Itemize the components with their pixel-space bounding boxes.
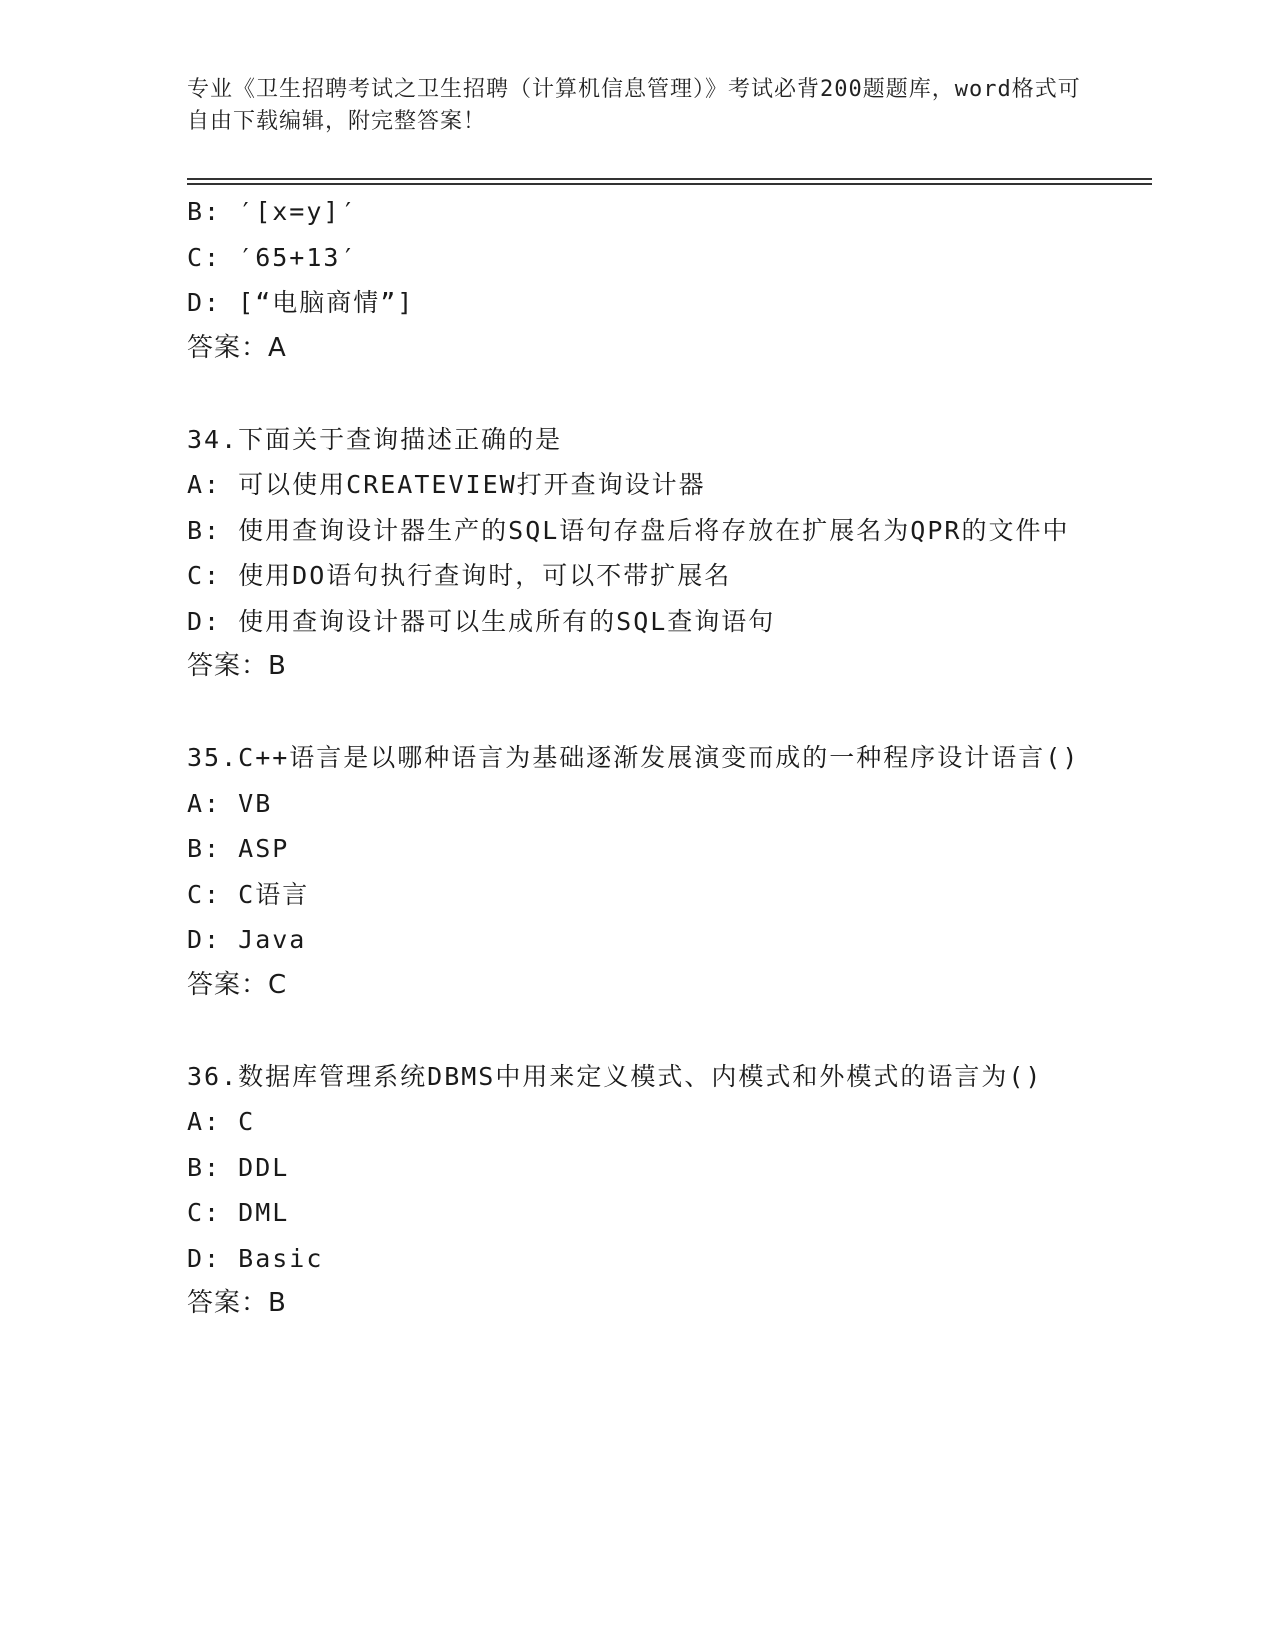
option-b: B: 使用查询设计器生产的SQL语句存盘后将存放在扩展名为QPR的文件中	[187, 515, 1070, 545]
spacer	[187, 690, 1087, 736]
question-35	[187, 735, 1087, 1008]
option-b: B: ′[x=y]′	[187, 197, 358, 226]
option-c: C: ′65+13′	[187, 242, 358, 272]
answer: 答案：C	[187, 969, 288, 1000]
answer: 答案：A	[187, 332, 287, 363]
option-b: B: DDL	[187, 1152, 290, 1182]
question-33-tail	[187, 189, 1087, 371]
option-a: A: VB	[187, 788, 273, 818]
option-d: D: [“电脑商情”]	[187, 288, 415, 317]
option-b: B: ASP	[187, 834, 290, 863]
option-a: A: C	[187, 1107, 256, 1136]
question-stem: 36.数据库管理系统DBMS中用来定义模式、内模式和外模式的语言为()	[187, 1061, 1043, 1091]
question-34	[187, 417, 1087, 690]
option-d: D: Java	[187, 925, 307, 954]
option-c: C: 使用DO语句执行查询时，可以不带扩展名	[187, 561, 732, 590]
answer: 答案：B	[187, 651, 287, 681]
spacer	[187, 1008, 1087, 1054]
option-c: C: DML	[187, 1198, 290, 1227]
question-stem: 34.下面关于查询描述正确的是	[187, 424, 563, 454]
option-d: D: Basic	[187, 1243, 324, 1273]
header-divider-top	[187, 178, 1152, 180]
option-a: A: 可以使用CREATEVIEW打开查询设计器	[187, 470, 706, 499]
question-list	[187, 189, 1087, 1327]
option-d: D: 使用查询设计器可以生成所有的SQL查询语句	[187, 606, 776, 636]
header-divider-bottom	[187, 183, 1152, 185]
spacer	[187, 371, 1087, 417]
question-36	[187, 1054, 1087, 1327]
answer: 答案：B	[187, 1288, 287, 1318]
document-intro: 专业《卫生招聘考试之卫生招聘（计算机信息管理）》考试必背200题题库，word格式可自由下载编辑，附完整答案！	[187, 77, 1081, 134]
option-c: C: C语言	[187, 879, 310, 909]
question-stem: 35.C++语言是以哪种语言为基础逐渐发展演变而成的一种程序设计语言()	[187, 743, 1080, 772]
